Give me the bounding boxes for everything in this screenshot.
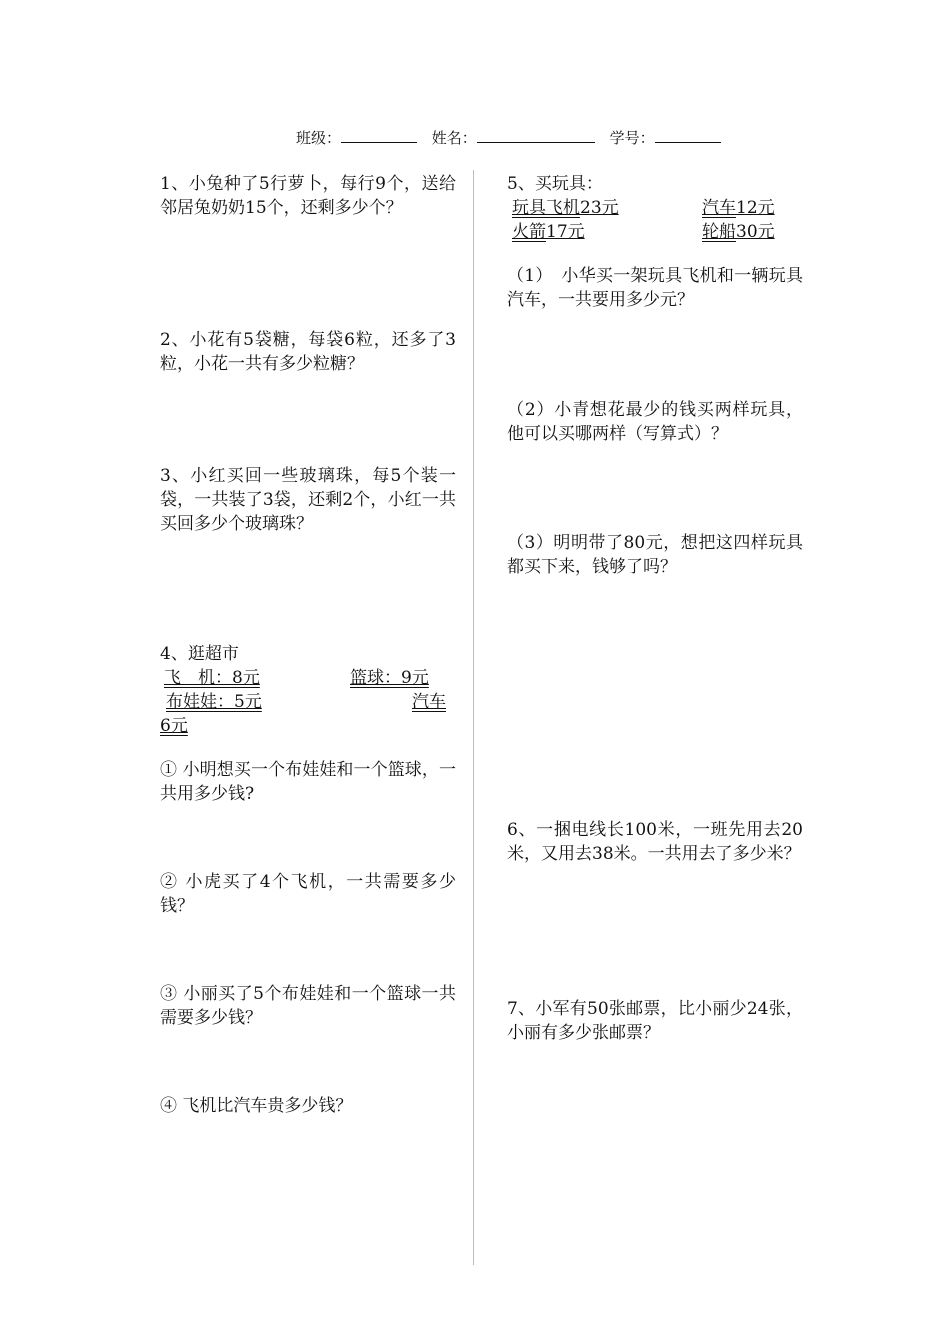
question-1: 1、小兔种了5行萝卜，每行9个，送给邻居兔奶奶15个，还剩多少个？ (160, 174, 456, 218)
id-blank[interactable] (655, 128, 721, 143)
question-4-1: ① 小明想买一个布娃娃和一个篮球，一共用多少钱? (160, 760, 456, 804)
student-info-header (296, 127, 731, 148)
class-label: 班级： (296, 129, 342, 147)
name-blank[interactable] (477, 128, 595, 143)
question-4-2: ② 小虎买了4个飞机，一共需要多少钱？ (160, 872, 456, 916)
price-basketball: 篮球：9元 (350, 668, 429, 688)
toy-ship-price: 30元 (736, 222, 775, 242)
price-plane: 飞 机：8元 (164, 668, 260, 688)
toy-plane-name: 玩具飞机 (512, 198, 580, 218)
toy-rocket (512, 220, 585, 244)
question-4-3: ③ 小丽买了5个布娃娃和一个篮球一共需要多少钱？ (160, 984, 456, 1028)
question-5-3: （3）明明带了80元，想把这四样玩具都买下来，钱够了吗？ (507, 533, 803, 577)
column-divider (473, 170, 474, 1265)
toy-car-name: 汽车 (702, 198, 736, 218)
name-label: 姓名： (431, 129, 477, 147)
toy-car-price: 12元 (736, 198, 775, 218)
toy-car (702, 196, 775, 220)
toy-plane-price: 23元 (580, 198, 619, 218)
question-7: 7、小军有50张邮票，比小丽少24张，小丽有多少张邮票？ (507, 999, 803, 1043)
question-5-title: 5、买玩具： (507, 174, 603, 194)
question-6: 6、一捆电线长100米，一班先用去20米，又用去38米。一共用去了多少米？ (507, 820, 803, 864)
question-4-price-list (160, 666, 456, 738)
toy-rocket-name: 火箭 (512, 222, 546, 242)
question-4-title: 4、逛超市 (160, 644, 239, 664)
toy-plane (512, 196, 619, 220)
question-2: 2、小花有5袋糖，每袋6粒，还多了3粒，小花一共有多少粒糖？ (160, 330, 456, 374)
price-car-label: 汽车 (412, 692, 446, 712)
toy-ship (702, 220, 775, 244)
question-4-4: ④ 飞机比汽车贵多少钱？ (160, 1096, 353, 1116)
class-blank[interactable] (341, 128, 417, 143)
price-car-value: 6元 (160, 716, 188, 736)
question-5-2: （2）小青想花最少的钱买两样玩具，他可以买哪两样（写算式）？ (507, 400, 803, 444)
toy-ship-name: 轮船 (702, 222, 736, 242)
question-5-1: （1） 小华买一架玩具飞机和一辆玩具汽车，一共要用多少元？ (507, 266, 803, 310)
price-doll: 布娃娃：5元 (166, 692, 262, 712)
id-label: 学号： (609, 129, 655, 147)
question-3: 3、小红买回一些玻璃珠，每5个装一袋，一共装了3袋，还剩2个，小红一共买回多少个玻璃珠？ (160, 466, 456, 534)
toy-rocket-price: 17元 (546, 222, 585, 242)
question-5-price-list (507, 196, 803, 244)
